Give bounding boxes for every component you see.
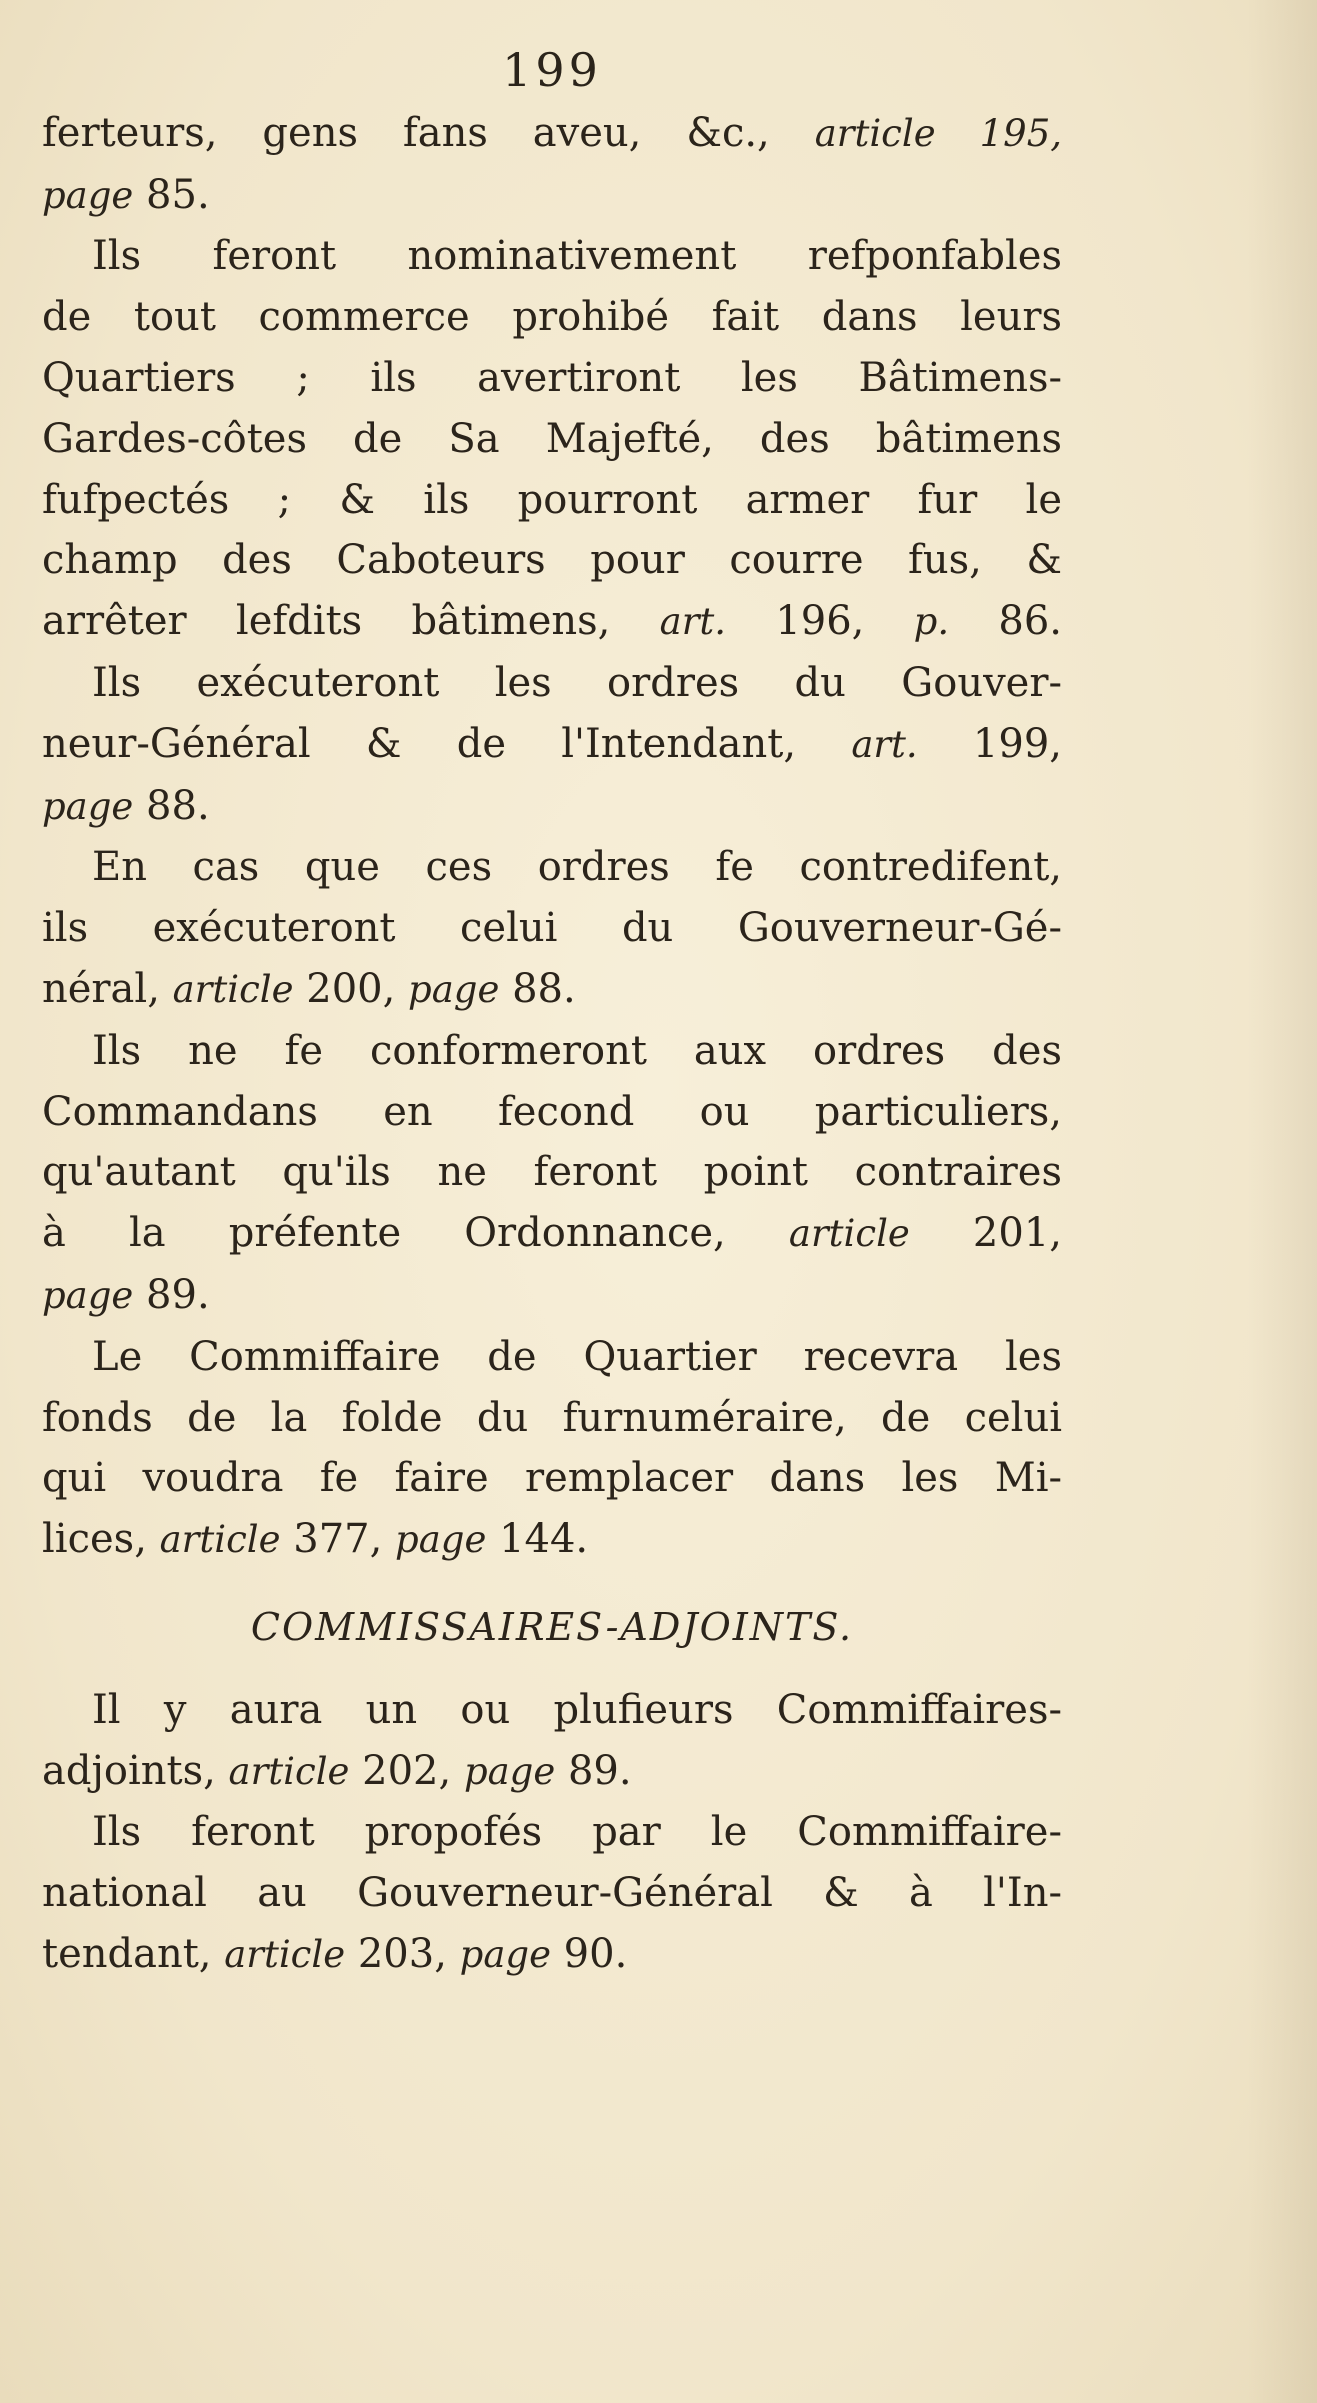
text-line: de tout commerce prohibé fait dans leurs — [42, 294, 1062, 341]
text-line: Il y aura un ou plufieurs Commiffaires- — [92, 1686, 1062, 1733]
paragraph-deserteurs — [42, 103, 1062, 227]
text-line: Ils exécuteront les ordres du Gouver- — [92, 659, 1062, 706]
reference: page — [42, 784, 134, 828]
reference: page — [395, 1518, 487, 1562]
page-edge-shadow — [1247, 0, 1317, 2403]
text-line: fonds de la folde du furnuméraire, de celui — [42, 1394, 1062, 1441]
reference: article — [228, 1749, 350, 1793]
reference: p. — [913, 600, 950, 644]
reference: page — [42, 1273, 134, 1317]
text-line: page 85. — [42, 171, 210, 218]
text-line: fufpectés ; & ils pourront armer fur le — [42, 476, 1062, 523]
text-line: ferteurs, gens fans aveu, &c., article 195, — [42, 109, 1062, 156]
reference: page — [463, 1749, 556, 1793]
text-line: Ils feront nominativement refponfables — [92, 233, 1062, 280]
reference: art. — [851, 722, 918, 766]
reference: article — [159, 1518, 281, 1562]
paragraph-adjoints — [42, 1680, 1062, 1803]
text-line: neur-Général & de l'Intendant, art. 199, — [42, 720, 1062, 767]
text-line: à la préfente Ordonnance, article 201, — [42, 1210, 1062, 1257]
reference: art. — [659, 600, 727, 644]
page-text — [42, 40, 1062, 1986]
paragraph-commissaire-quartier — [42, 1327, 1062, 1571]
reference: page — [42, 173, 134, 217]
paragraph-ordres — [42, 653, 1062, 837]
page-number: 199 — [502, 43, 602, 97]
reference: page — [408, 967, 500, 1011]
text-line: tendant, article 203, page 90. — [42, 1930, 628, 1977]
paragraph-contradiction — [42, 837, 1062, 1020]
text-line: Commandans en fecond ou particuliers, — [42, 1088, 1062, 1135]
paragraph-responsables — [42, 226, 1062, 653]
text-line: page 89. — [42, 1271, 210, 1318]
paragraph-commandans — [42, 1021, 1062, 1327]
text-line: page 88. — [42, 782, 210, 829]
text-line: néral, article 200, page 88. — [42, 965, 576, 1012]
text-line: qu'autant qu'ils ne feront point contraires — [42, 1149, 1062, 1196]
text-line: Ils ne fe conformeront aux ordres des — [92, 1027, 1062, 1074]
reference: page — [459, 1932, 551, 1976]
text-line: ils exécuteront celui du Gouverneur-Gé- — [42, 905, 1062, 952]
section-heading: COMMISSAIRES-ADJOINTS. — [250, 1604, 854, 1649]
reference: article 195, — [814, 111, 1062, 155]
text-line: Le Commiffaire de Quartier recevra les — [92, 1333, 1062, 1380]
text-line: Gardes-côtes de Sa Majefté, des bâtimens — [42, 415, 1062, 462]
text-line: qui voudra fe faire remplacer dans les Mi- — [42, 1455, 1062, 1502]
paragraph-proposes — [42, 1802, 1062, 1985]
text-line: arrêter lefdits bâtimens, art. 196, p. 86. — [42, 598, 1063, 645]
text-line: En cas que ces ordres fe contredifent, — [92, 844, 1062, 891]
text-line: champ des Caboteurs pour courre fus, & — [42, 537, 1062, 584]
text-line: national au Gouverneur-Général & à l'In- — [42, 1870, 1062, 1917]
text-line: adjoints, article 202, page 89. — [42, 1747, 632, 1794]
text-line: lices, article 377, page 144. — [42, 1516, 589, 1563]
reference: article — [172, 967, 294, 1011]
text-line: Quartiers ; ils avertiront les Bâtimens- — [42, 354, 1062, 401]
text-line: Ils feront propofés par le Commiffaire- — [92, 1809, 1062, 1856]
reference: article — [224, 1932, 346, 1976]
reference: article — [788, 1212, 910, 1256]
